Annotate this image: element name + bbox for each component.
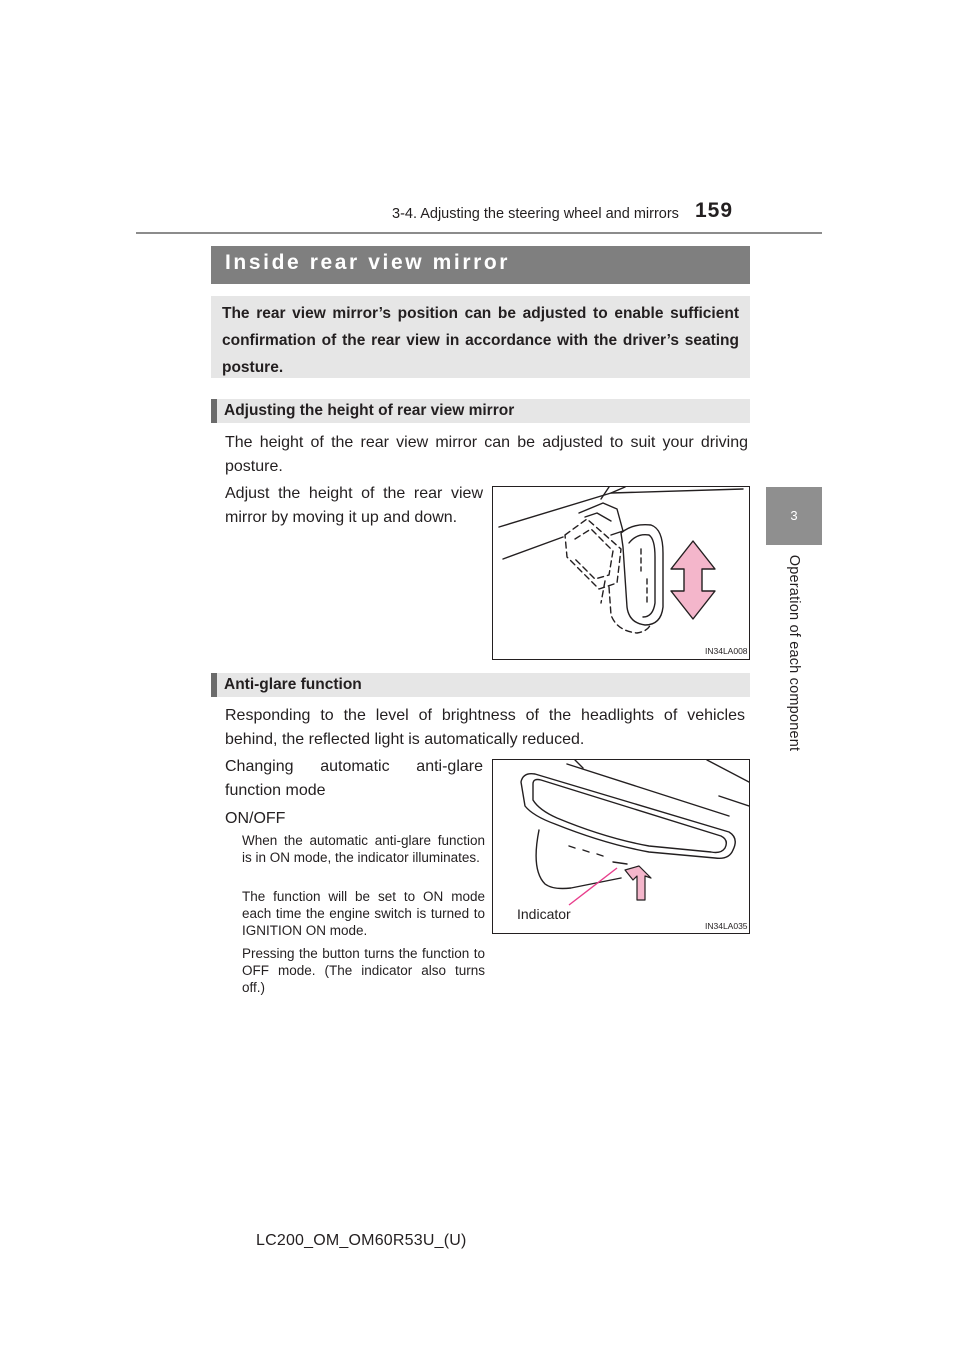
paragraph: Changing automatic anti-glare function mode — [225, 758, 483, 799]
press-arrow-icon — [625, 866, 651, 900]
header-rule — [136, 232, 822, 234]
note: Pressing the button turns the function to OFF mode. (The indicator also turns off.) — [242, 946, 485, 995]
page-title: Inside rear view mirror — [225, 251, 511, 274]
section-heading-marker — [211, 399, 217, 423]
paragraph: Responding to the level of brightness of the headlights of vehicles behind, the reflected light is automatically reduced. — [225, 707, 745, 748]
running-header: 3-4. Adjusting the steering wheel and mirrors — [392, 206, 679, 222]
mirror-height-figure — [492, 486, 750, 660]
indicator-label: Indicator — [517, 906, 571, 922]
paragraph: The height of the rear view mirror can be adjusted to suit your driving posture. — [225, 434, 748, 475]
up-down-arrow-icon — [671, 541, 715, 619]
figure-code: IN34LA035 — [705, 921, 748, 931]
chapter-label: Operation of each component — [786, 554, 802, 752]
section-heading-height: Adjusting the height of rear view mirror — [224, 402, 515, 419]
mirror-height-illustration — [493, 487, 749, 659]
figure-code: IN34LA008 — [705, 646, 748, 656]
mode-label: ON/OFF — [225, 810, 286, 827]
note: When the automatic anti-glare function is in ON mode, the indicator illuminates. — [242, 833, 485, 865]
intro-text: The rear view mirror’s position can be adjusted to enable sufficient confirmation of the rear view in accordance with the driver’s seating posture. — [222, 305, 739, 376]
document-code: LC200_OM_OM60R53U_(U) — [256, 1232, 467, 1249]
page-number: 159 — [695, 199, 734, 222]
section-heading-marker — [211, 673, 217, 697]
section-heading-anti-glare: Anti-glare function — [224, 676, 362, 693]
chapter-number: 3 — [790, 508, 798, 523]
anti-glare-figure — [492, 759, 750, 934]
note: The function will be set to ON mode each time the engine switch is turned to IGNITION ON mode. — [242, 889, 485, 938]
paragraph: Adjust the height of the rear view mirror by moving it up and down. — [225, 485, 483, 526]
